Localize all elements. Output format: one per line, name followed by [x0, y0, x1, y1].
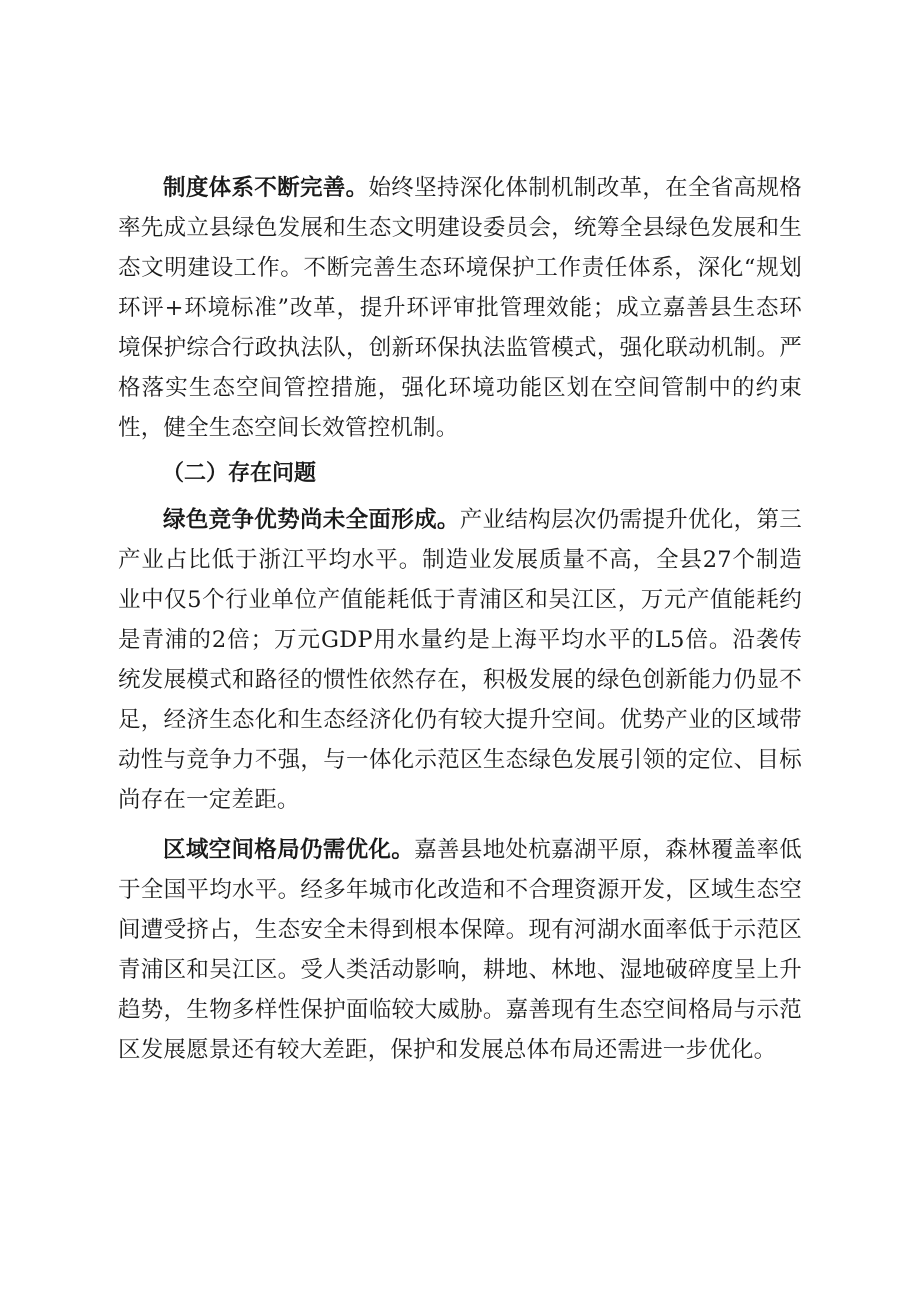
paragraph-green-competition	[118, 500, 802, 820]
paragraph-body: 嘉善县地处杭嘉湖平原，森林覆盖率低于全国平均水平。经多年城市化改造和不合理资源开发，区域生态空间遭受挤占，生态安全未得到根本保障。现有河湖水面率低于示范区青浦区和吴江区。受人类活动影响，耕地、林地、湿地破碎度呈上升趋势，生物多样性保护面临较大威胁。嘉善现有生态空间格局与示范区发展愿景还有较大差距，保护和发展总体布局还需进一步优化。	[118, 837, 803, 1063]
section-heading-problems: （二）存在问题	[162, 461, 317, 486]
paragraph-lead-heading: 制度体系不断完善。	[163, 175, 369, 201]
paragraph-spacer	[118, 820, 802, 830]
paragraph-body: 始终坚持深化体制机制改革，在全省高规格率先成立县绿色发展和生态文明建设委员会，统筹全县绿色发展和生态文明建设工作。不断完善生态环境保护工作责任体系，深化“规划环评+环境标准”改革，提升环评审批管理效能；成立嘉善县生态环境保护综合行政执法队，创新环保执法监管模式，强化联动机制。严格落实生态空间管控措施，强化环境功能区划在空间管制中的约束性，健全生态空间长效管控机制。	[118, 175, 802, 441]
paragraph-lead-heading: 区域空间格局仍需优化。	[163, 837, 415, 863]
paragraph-body: 产业结构层次仍需提升优化，第三产业占比低于浙江平均水平。制造业发展质量不高，全县27个制造业中仅5个行业单位产值能耗低于青浦区和吴江区，万元产值能耗约是青浦的2倍；万元GDP用水量约是上海平均水平的L5倍。沿袭传统发展模式和路径的惯性依然存在，积极发展的绿色创新能力仍显不足，经济生态化和生态经济化仍有较大提升空间。优势产业的区域带动性与竞争力不强，与一体化示范区生态绿色发展引领的定位、目标尚存在一定差距。	[118, 507, 802, 813]
paragraph-lead-heading: 绿色竞争优势尚未全面形成。	[163, 507, 460, 533]
paragraph-spatial-pattern	[118, 830, 802, 1070]
document-page	[118, 168, 802, 1070]
paragraph-institution-system	[118, 168, 802, 448]
